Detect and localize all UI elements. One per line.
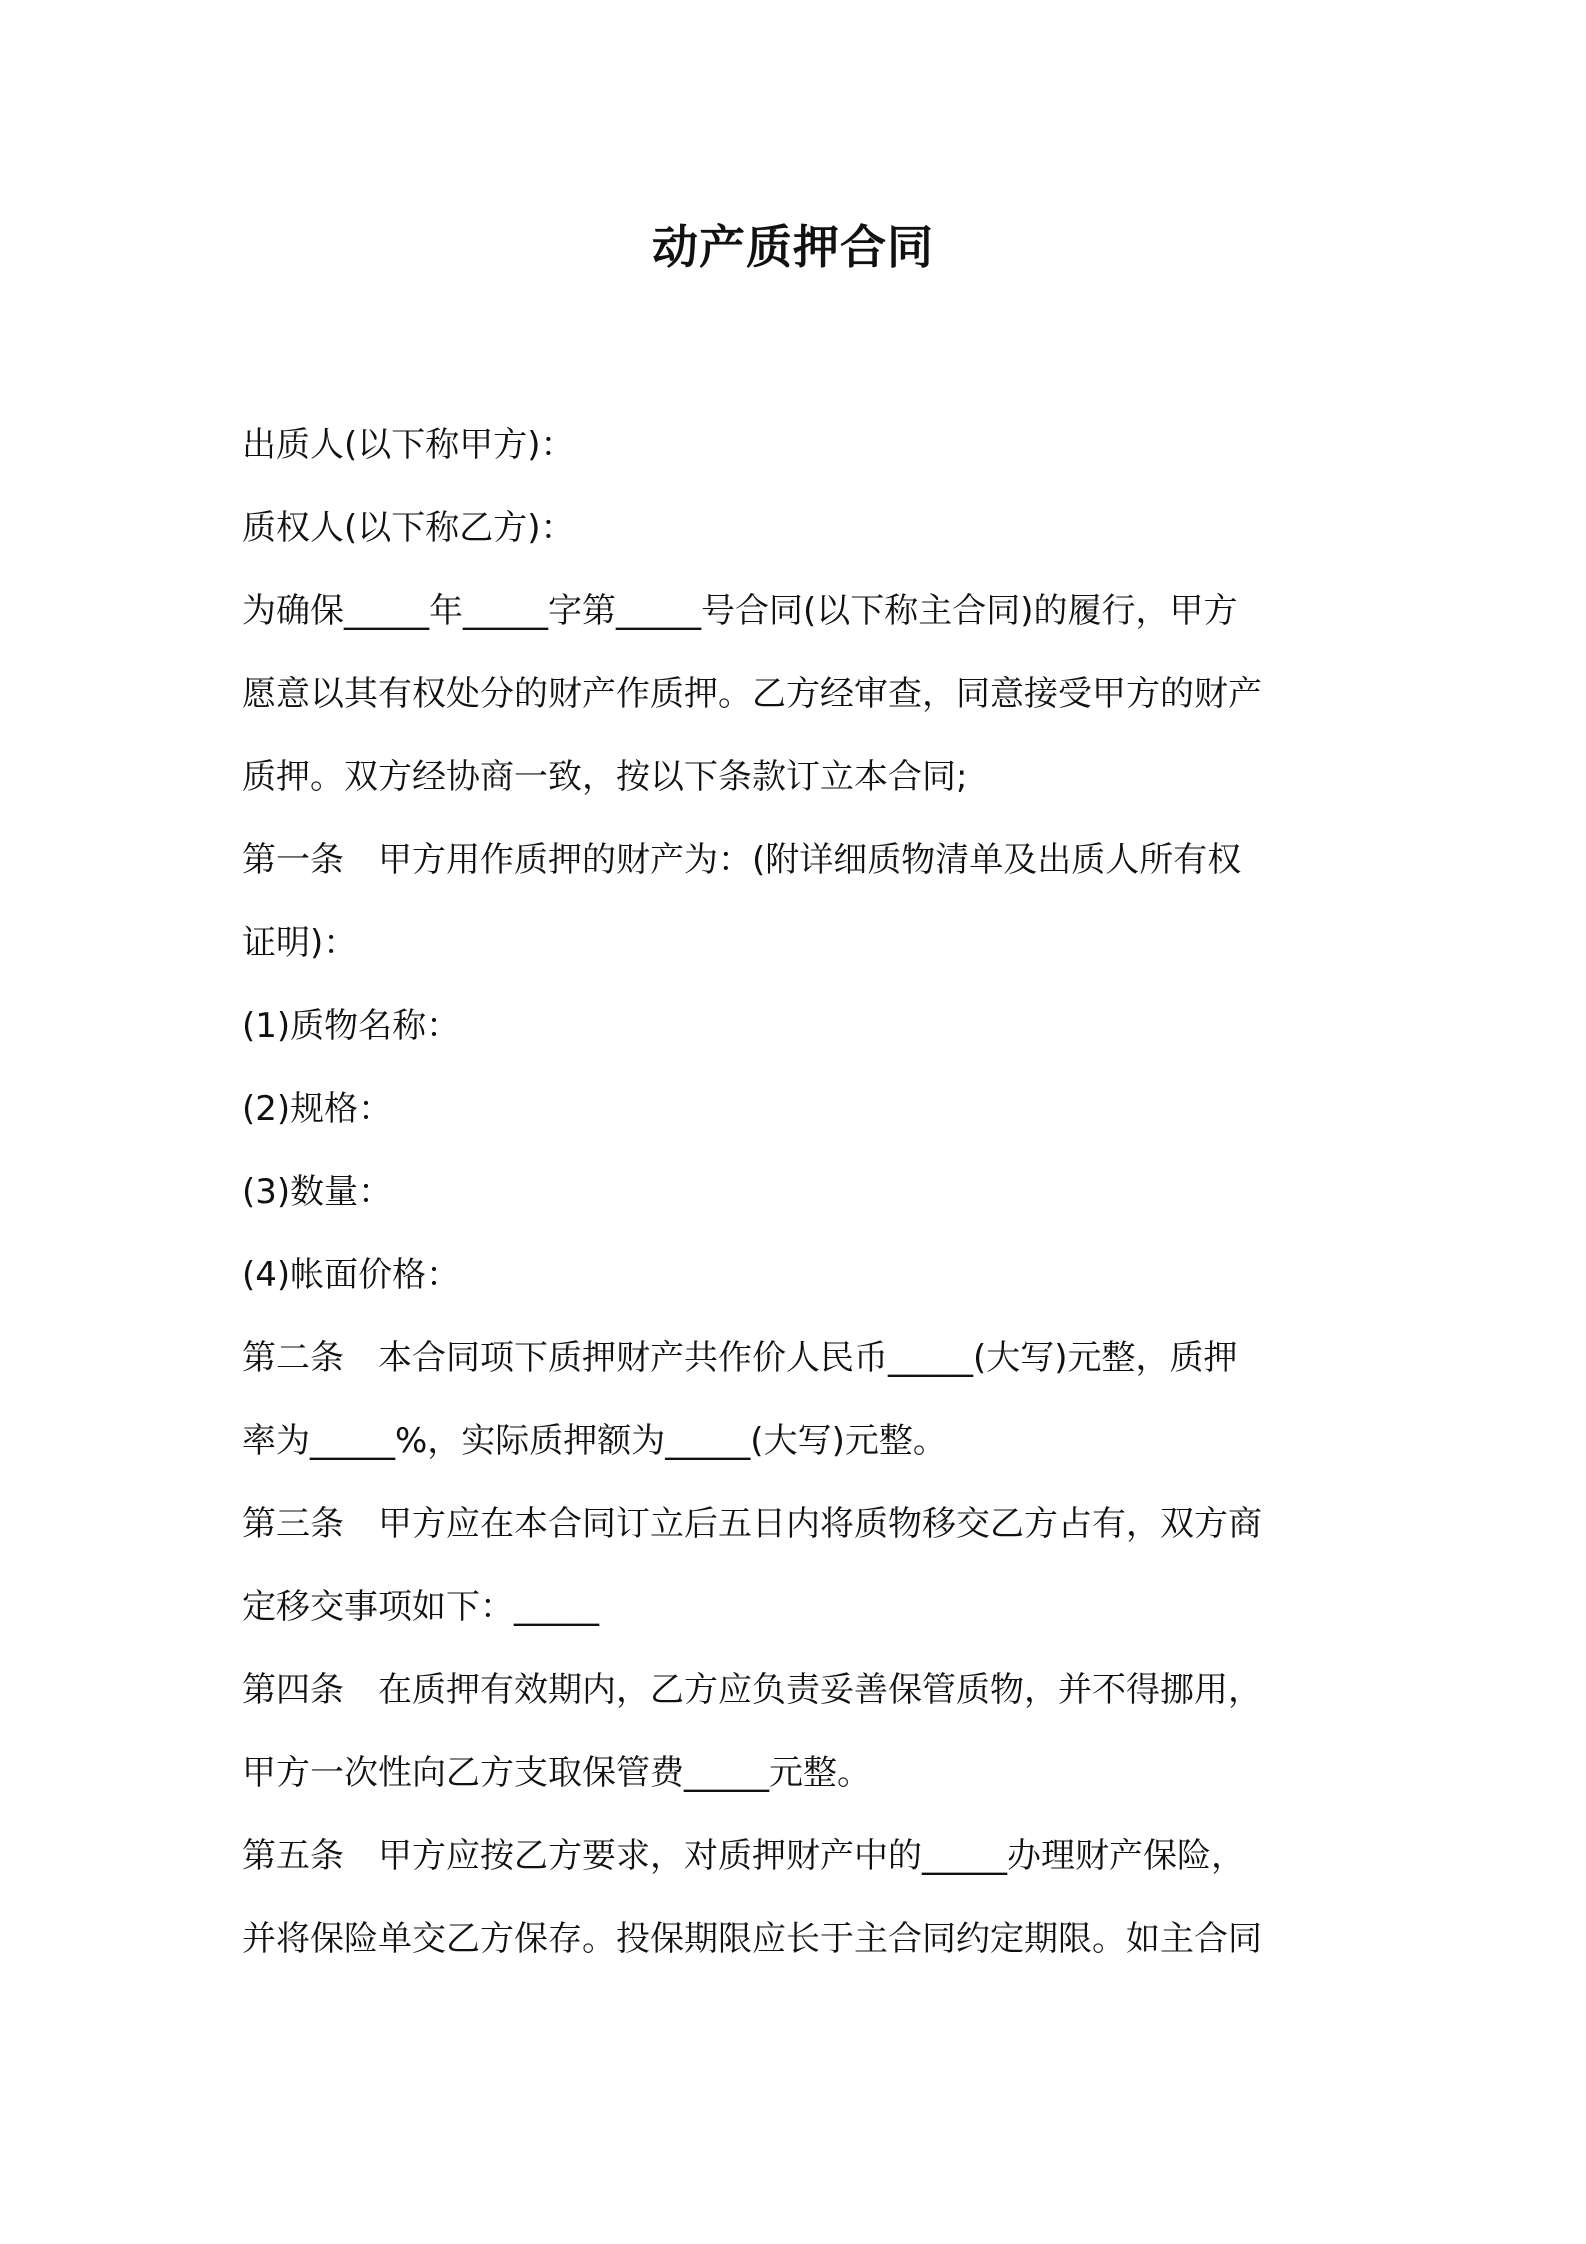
article-5-line-2: 并将保险单交乙方保存。投保期限应长于主合同约定期限。如主合同 (242, 1919, 1262, 1959)
pledgor-line: 出质人(以下称甲方)： (242, 425, 575, 465)
preamble-line-2: 愿意以其有权处分的财产作质押。乙方经审查，同意接受甲方的财产 (242, 674, 1262, 714)
item-quantity-line: (3)数量： (242, 1172, 393, 1212)
article-1-line-1: 第一条 甲方用作质押的财产为：(附详细质物清单及出质人所有权 (242, 840, 1242, 880)
item-name-line: (1)质物名称： (242, 1006, 461, 1046)
preamble-line-3: 质押。双方经协商一致，按以下条款订立本合同; (242, 757, 968, 797)
article-4-line-2: 甲方一次性向乙方支取保管费_____元整。 (242, 1753, 871, 1793)
document-title: 动产质押合同 (652, 220, 934, 274)
item-spec-line: (2)规格： (242, 1089, 393, 1129)
article-5-line-1: 第五条 甲方应按乙方要求，对质押财产中的_____办理财产保险， (242, 1836, 1245, 1876)
article-3-line-1: 第三条 甲方应在本合同订立后五日内将质物移交乙方占有，双方商 (242, 1504, 1262, 1544)
article-4-line-1: 第四条 在质押有效期内，乙方应负责妥善保管质物，并不得挪用， (242, 1670, 1262, 1710)
contract-body (242, 404, 1358, 1981)
article-1-line-2: 证明)： (242, 923, 358, 963)
preamble-line-1: 为确保_____年_____字第_____号合同(以下称主合同)的履行，甲方 (242, 591, 1238, 631)
article-3-line-2: 定移交事项如下：_____ (242, 1587, 599, 1627)
article-2-line-1: 第二条 本合同项下质押财产共作价人民币_____(大写)元整，质押 (242, 1338, 1238, 1378)
article-2-line-2: 率为_____%，实际质押额为_____(大写)元整。 (242, 1421, 947, 1461)
pledgee-line: 质权人(以下称乙方)： (242, 508, 575, 548)
item-price-line: (4)帐面价格： (242, 1255, 461, 1295)
